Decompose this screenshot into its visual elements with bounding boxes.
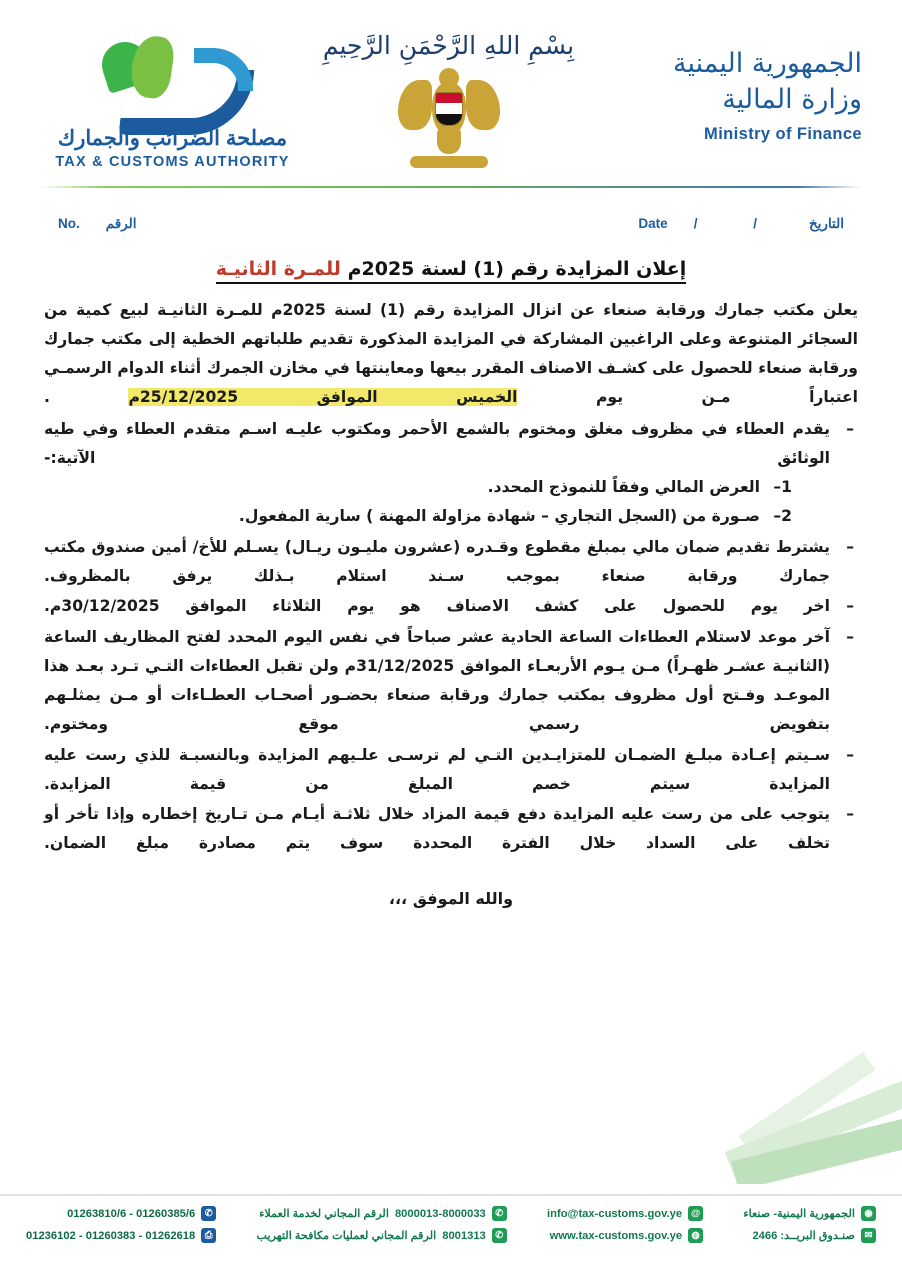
footer-line	[26, 1206, 216, 1221]
center-block	[314, 28, 584, 168]
list-item	[44, 473, 794, 502]
number-label-ar: الرقم	[105, 216, 137, 231]
footer-freephone-customers: 8000013-8000033	[394, 1207, 486, 1220]
page-title	[0, 258, 902, 280]
footer-fax-numbers: 01236102 - 01260383 - 01262618	[26, 1229, 196, 1242]
date-field	[638, 216, 844, 232]
footer-line	[26, 1228, 216, 1243]
ministry-name-en: Ministry of Finance	[704, 124, 862, 143]
globe-icon: ◍	[688, 1228, 703, 1243]
mailbox-icon: ✉	[861, 1228, 876, 1243]
tax-customs-logo-icon	[98, 36, 248, 118]
list-item	[44, 592, 858, 621]
date-slashes: / /	[693, 216, 783, 231]
list-item	[44, 415, 858, 530]
phone-icon: ✆	[492, 1228, 507, 1243]
meta-row	[0, 200, 902, 232]
list-item-text: يتوجب على من رست عليه المزايدة دفع قيمة المزاد خلال ثلاثـة أيـام مـن تـاريخ إخطاره وإذا تأخر أو تخلف على السداد خلال الفترة المحددة سوف يتم مصادرة مبلغ الضمان.	[44, 805, 830, 853]
document-footer	[0, 1194, 902, 1280]
footer-po-box: صنـدوق البريــد: 2466	[752, 1230, 855, 1242]
list-item-text: آخر موعد لاستلام العطاءات الساعة الحادية عشر صباحاً في نفس اليوم المحدد لفتح المظاريف الساعة (الثانيـة عشـر ظهـراً) مـن يـوم الأربعـاء الموافق 31/12/2025م ولن تقبل العطاءات التـي تـرد بعـد هذا الموعـد وفـتح أول مظروف بمكتب جمارك ورقابة صنعاء بحضـور أصحـاب العطـاءات أو مـن يمثلـهم بتفويض رسمي موقع ومختوم.	[44, 628, 830, 733]
list-item	[44, 741, 858, 799]
footer-line	[256, 1228, 506, 1243]
footer-freephone-column	[256, 1206, 506, 1243]
footer-freephone-smuggling-label: الرقم المجاني لعمليات مكافحة التهريب	[256, 1230, 437, 1242]
list-item-text: يشترط تقديم ضمان مالي بمبلغ مقطوع وقـدره (عشرون مليـون ريـال) يسـلم للأخ/ أمين صندوق مكتب جمارك ورقابة صنعاء بموجب سـند استلام بـذلك يرفق بالمظروف.	[44, 537, 830, 585]
footer-web-column	[547, 1206, 703, 1243]
list-item-text: اخر يوم للحصول على كشف الاصناف هو يوم الثلاثاء الموافق 30/12/2025م.	[44, 597, 830, 616]
page-title-part1: إعلان المزايدة رقم (1) لسنة 2025م	[347, 258, 687, 280]
envelope-icon: @	[688, 1206, 703, 1221]
date-label-en: Date	[638, 216, 668, 231]
footer-freephone-customers-label: الرقم المجاني لخدمة العملاء	[259, 1208, 389, 1220]
list-item	[44, 502, 794, 531]
phone-icon: ✆	[201, 1206, 216, 1221]
sublist-text: صـورة من (السجل التجاري – شهادة مزاولة المهنة ) سارية المفعول.	[238, 506, 760, 525]
fax-icon: ⎙	[201, 1228, 216, 1243]
sublist-number: 2–	[773, 506, 792, 525]
footer-line	[743, 1206, 876, 1221]
list-item	[44, 533, 858, 591]
intro-highlight-date: الخميس الموافق 25/12/2025م	[128, 387, 518, 406]
intro-tail: .	[44, 387, 129, 406]
footer-freephone-smuggling: 8001313	[442, 1229, 486, 1242]
footer-line	[743, 1228, 876, 1243]
authority-name-ar: مصلحة الضرائب والجمارك	[57, 127, 288, 150]
footer-website[interactable]: www.tax-customs.gov.ye	[549, 1229, 683, 1242]
footer-phone-column	[26, 1206, 216, 1243]
footer-phone-numbers: 01263810/6 - 01260385/6	[67, 1207, 196, 1220]
corner-ribbon-decoration	[672, 1034, 902, 1184]
authority-block	[40, 28, 305, 170]
authority-name-en: TAX & CUSTOMS AUTHORITY	[55, 154, 290, 170]
location-pin-icon: ◉	[861, 1206, 876, 1221]
list-item-text: سـيتم إعـادة مبلـغ الضمـان للمتزايـدين التـي لم ترسـى علـيهم المزايدة وبالنسبـة للذي رست عليه المزايدة سيتم خصم المبلغ من قيمة المزايدة.	[44, 745, 830, 793]
number-label-en: No.	[58, 216, 80, 231]
intro-paragraph	[44, 296, 858, 411]
basmala-text: بِسْمِ اللهِ الرَّحْمَنِ الرَّحِيمِ	[322, 31, 575, 60]
document-body	[0, 280, 902, 914]
intro-text: يعلن مكتب جمارك ورقابة صنعاء عن انزال المزايدة رقم (1) لسنة 2025م للمـرة الثانيـة لبيع كمية من السجائر المتنوعة وعلى الراغبين المشاركة في المزايدة المذكورة تقديم طلباتهم الخطية إلى مكتب جمارك ورقابة صنعاء للحصول على كشـف الاصناف المقرر بيعها ومعاينتها في مخازن الجمرك أثناء الدوام الرسمـي اعتباراً مـن يوم	[44, 301, 859, 406]
date-label-ar: التاريخ	[808, 216, 844, 231]
ministry-block	[592, 28, 862, 144]
conditions-list	[44, 415, 858, 858]
footer-line[interactable]	[547, 1206, 703, 1221]
footer-line[interactable]	[547, 1228, 703, 1243]
footer-address-column	[743, 1206, 876, 1243]
sublist-text: العرض المالي وفقاً للنموذج المحدد.	[487, 478, 760, 497]
ministry-name-ar	[592, 46, 862, 119]
closing-line: والله الموفق ،،،	[388, 889, 514, 909]
phone-icon: ✆	[492, 1206, 507, 1221]
ministry-name-ar-line1: الجمهورية اليمنية	[672, 48, 862, 79]
list-item-text: يقدم العطاء في مظروف مغلق ومختوم بالشمع الأحمر ومكتوب عليـه اسـم متقدم العطاء وفي طيه الوثائق الآتية:-	[44, 420, 830, 468]
header-divider	[40, 186, 862, 188]
sublist-number: 1–	[773, 478, 792, 497]
document-header	[0, 0, 902, 200]
documents-sublist	[44, 473, 794, 531]
list-item	[44, 800, 858, 858]
ministry-name-ar-line2: وزارة المالية	[722, 84, 862, 116]
list-item	[44, 623, 858, 738]
footer-email[interactable]: info@tax-customs.gov.ye	[547, 1207, 683, 1220]
reference-number-field	[58, 216, 137, 232]
footer-address-country: الجمهورية اليمنية- صنعاء	[743, 1208, 855, 1220]
yemen-eagle-emblem-icon	[396, 62, 502, 168]
footer-line	[256, 1206, 506, 1221]
page-title-part2: للمـرة الثانيـة	[215, 258, 341, 280]
